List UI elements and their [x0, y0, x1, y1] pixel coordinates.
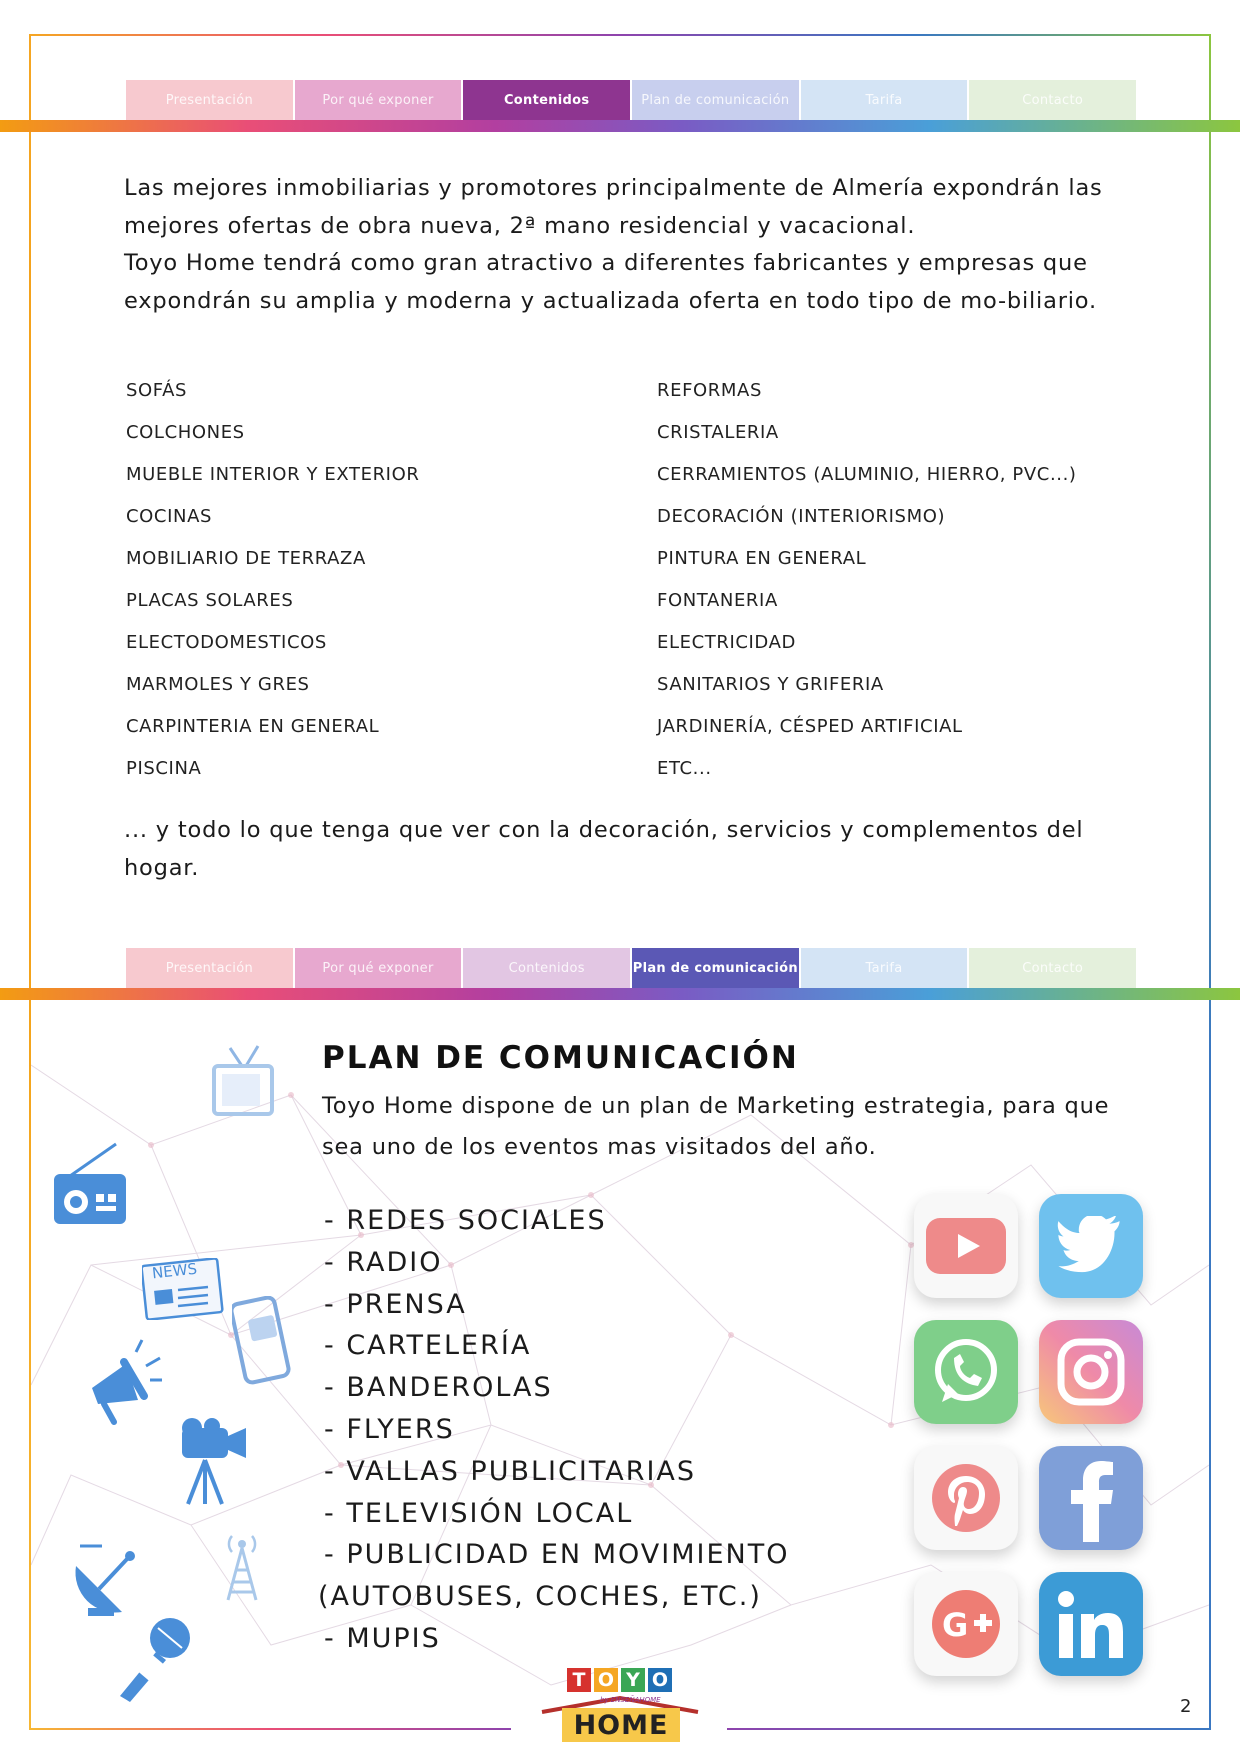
pinterest-icon-shape	[930, 1462, 1002, 1534]
microphone-icon	[112, 1614, 196, 1704]
list-item: COLCHONES	[126, 422, 245, 443]
list-item: REFORMAS	[657, 380, 762, 401]
list-item: - RADIO	[324, 1246, 443, 1278]
exhibitor-categories	[126, 376, 1136, 796]
tab-contenidos[interactable]: Contenidos	[463, 948, 630, 988]
list-item: - BANDEROLAS	[324, 1372, 553, 1404]
logo-letter: T	[567, 1668, 591, 1692]
logo-letter: O	[648, 1668, 672, 1692]
list-item: JARDINERÍA, CÉSPED ARTIFICIAL	[657, 716, 963, 737]
list-item: - PRENSA	[324, 1288, 467, 1320]
list-item: PINTURA EN GENERAL	[657, 548, 867, 569]
list-item: ELECTODOMESTICOS	[126, 632, 327, 653]
tab-plan-de-comunicacion[interactable]: Plan de comunicación	[632, 948, 799, 988]
plan-title: PLAN DE COMUNICACIÓN	[322, 1040, 799, 1076]
list-item: CARPINTERIA EN GENERAL	[126, 716, 380, 737]
instagram-icon	[1039, 1320, 1143, 1424]
google-plus-icon-shape	[930, 1588, 1002, 1660]
list-item: FONTANERIA	[657, 590, 778, 611]
list-item: MARMOLES Y GRES	[126, 674, 310, 695]
list-item: SANITARIOS Y GRIFERIA	[657, 674, 884, 695]
tab-plan-de-comunicacion[interactable]: Plan de comunicación	[632, 80, 799, 120]
tab-contacto[interactable]: Contacto	[969, 80, 1136, 120]
intro-paragraph-1: Las mejores inmobiliarias y promotores principalmente de Almería expondrán las mejores ofertas de obra nueva, 2ª mano residencial y vacacional.	[124, 175, 1103, 239]
list-item: - CARTELERÍA	[324, 1330, 532, 1362]
youtube-icon	[914, 1194, 1018, 1298]
linkedin-icon	[1039, 1572, 1143, 1676]
section-nav-contents	[126, 80, 1138, 120]
facebook-icon-shape	[1061, 1454, 1121, 1542]
page-number: 2	[1180, 1696, 1192, 1717]
list-item: (AUTOBUSES, COCHES, ETC.)	[318, 1581, 762, 1613]
list-item: - FLYERS	[324, 1413, 455, 1445]
tab-tarifa[interactable]: Tarifa	[801, 80, 968, 120]
newspaper-icon-label: NEWS	[151, 1259, 198, 1283]
twitter-icon-shape	[1055, 1216, 1127, 1276]
antenna-tower-icon	[218, 1530, 266, 1602]
logo-letter: Y	[621, 1668, 645, 1692]
newspaper-icon	[142, 1258, 228, 1320]
list-item: SOFÁS	[126, 380, 188, 401]
frame-bottom-left	[29, 1728, 511, 1730]
facebook-icon	[1039, 1446, 1143, 1550]
satellite-dish-icon	[66, 1536, 152, 1624]
list-item: PISCINA	[126, 758, 202, 779]
frame-bottom-right	[727, 1728, 1211, 1730]
list-item: - VALLAS PUBLICITARIAS	[324, 1455, 697, 1487]
video-camera-icon	[170, 1418, 254, 1508]
section-nav-plan	[126, 948, 1138, 988]
tab-contenidos[interactable]: Contenidos	[463, 80, 630, 120]
list-item: PLACAS SOLARES	[126, 590, 294, 611]
google-plus-icon	[914, 1572, 1018, 1676]
smartphone-icon	[232, 1296, 292, 1388]
list-item: - REDES SOCIALES	[324, 1205, 607, 1236]
toyo-home-logo	[540, 1668, 700, 1744]
tv-icon	[208, 1042, 278, 1122]
twitter-icon	[1039, 1194, 1143, 1298]
list-item: CRISTALERIA	[657, 422, 779, 443]
logo-tagline: by ENSEÑAHOME	[600, 1696, 661, 1704]
contents-outro: ... y todo lo que tenga que ver con la decoración, servicios y complementos del hogar.	[124, 817, 1084, 881]
list-item: - PUBLICIDAD EN MOVIMIENTO	[324, 1539, 790, 1571]
list-item: MUEBLE INTERIOR Y EXTERIOR	[126, 464, 420, 485]
megaphone-icon	[84, 1338, 164, 1426]
tab-presentacion[interactable]: Presentación	[126, 80, 293, 120]
list-item: DECORACIÓN (INTERIORISMO)	[657, 506, 946, 527]
contents-intro	[124, 170, 1134, 320]
frame-right	[1209, 34, 1211, 1730]
whatsapp-icon	[914, 1320, 1018, 1424]
radio-icon	[50, 1140, 130, 1230]
tab-tarifa[interactable]: Tarifa	[801, 948, 968, 988]
youtube-icon-shape	[926, 1218, 1006, 1274]
tab-por-que-exponer[interactable]: Por qué exponer	[295, 948, 462, 988]
pinterest-icon	[914, 1446, 1018, 1550]
logo-home-word: HOME	[562, 1708, 680, 1742]
instagram-icon-shape	[1055, 1336, 1127, 1408]
color-stripe	[0, 120, 1240, 132]
tab-contacto[interactable]: Contacto	[969, 948, 1136, 988]
whatsapp-icon-shape	[926, 1332, 1006, 1412]
list-item: COCINAS	[126, 506, 213, 527]
category-list-left	[126, 376, 657, 796]
list-item: CERRAMIENTOS (ALUMINIO, HIERRO, PVC...)	[657, 464, 1077, 485]
list-item: MOBILIARIO DE TERRAZA	[126, 548, 366, 569]
plan-description: Toyo Home dispone de un plan de Marketing estrategia, para que sea uno de los eventos mas visitados del año.	[322, 1093, 1110, 1160]
logo-letters	[567, 1668, 672, 1692]
list-item: ETC...	[657, 758, 712, 779]
list-item: ELECTRICIDAD	[657, 632, 796, 653]
list-item: - MUPIS	[324, 1622, 441, 1654]
list-item: - TELEVISIÓN LOCAL	[324, 1497, 634, 1529]
logo-letter: O	[594, 1668, 618, 1692]
linkedin-icon-shape	[1053, 1586, 1129, 1662]
tab-por-que-exponer[interactable]: Por qué exponer	[295, 80, 462, 120]
color-stripe	[0, 988, 1240, 1000]
media-channel-list	[318, 1200, 790, 1660]
frame-top	[29, 34, 1211, 36]
category-list-right	[657, 376, 1136, 796]
tab-presentacion[interactable]: Presentación	[126, 948, 293, 988]
svg-text:G: G	[942, 1606, 969, 1644]
intro-paragraph-2: Toyo Home tendrá como gran atractivo a diferentes fabricantes y empresas que expondrán su amplia y moderna y actualizada oferta en todo tipo de mo-biliario.	[124, 250, 1097, 314]
